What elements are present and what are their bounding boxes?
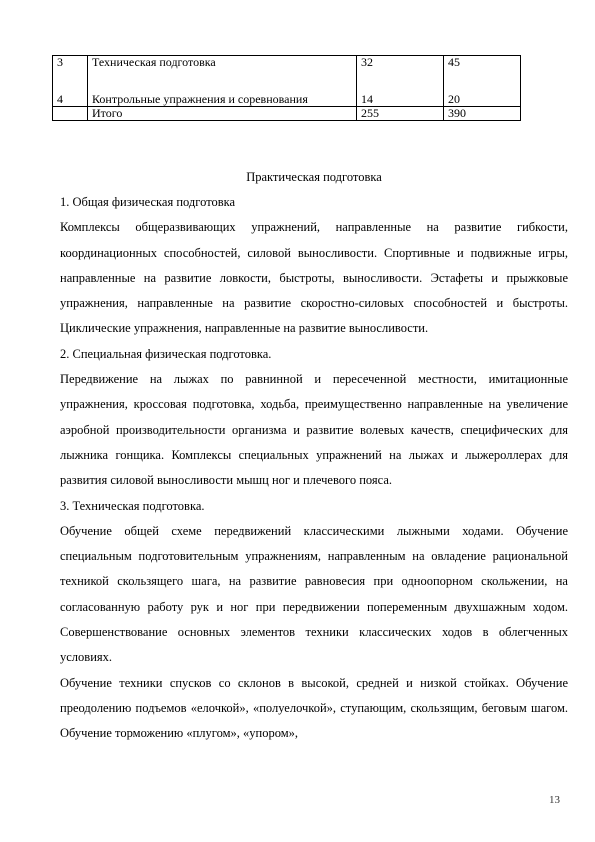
total-value2: 390 <box>444 107 521 121</box>
row-name-cell <box>88 56 357 107</box>
row-value1: 14 <box>361 92 373 106</box>
training-hours-table <box>52 55 521 121</box>
section-paragraph: Комплексы общеразвивающих упражнений, направленные на развитие гибкости, координационных способностей, силовой выносливости. Спортивные и подвижные игры, направленные на развитие ловкости, быстроты, выносливости. Эстафеты и прыжковые упражнения, направленные на развитие скоростно-силовых способностей и быстроты. Циклические упражнения, направленные на развитие выносливости. <box>60 220 568 336</box>
section-heading: 1. Общая физическая подготовка <box>60 195 236 209</box>
section-heading: 2. Специальная физическая подготовка. <box>60 346 272 361</box>
row-name: Контрольные упражнения и соревнования <box>92 92 308 106</box>
row-value1: 32 <box>361 55 373 69</box>
section-heading: 3. Техническая подготовка. <box>60 498 205 513</box>
table-total-row <box>53 107 521 121</box>
total-empty-cell <box>53 107 88 121</box>
section-paragraph: Обучение общей схеме передвижений классическими лыжными ходами. Обучение специальным подготовительным упражнениям, направленным на овладение рациональной техникой скользящего шага, на развитие равновесия при одноопорном скольжении, на согласованную работу рук и ног при передвижении попеременным двухшажным ходом. Совершенствование основных элементов техники классических ходов в облегченных условиях. <box>60 523 568 665</box>
table-row <box>53 56 521 107</box>
row-name: Техническая подготовка <box>92 55 216 69</box>
section-paragraph: Передвижение на лыжах по равнинной и пересеченной местности, имитационные упражнения, кроссовая подготовка, ходьба, преимущественно направленные на увеличение аэробной производительности организма и развитие волевых качеств, специфических для лыжника гонщика. Комплексы специальных упражнений на лыжах и лыжероллерах для развития силовой выносливости мышц ног и плечевого пояса. <box>60 372 568 488</box>
section-paragraph: Обучение техники спусков со склонов в высокой, средней и низкой стойках. Обучение преодолению подъемов «елочкой», «полуелочкой», ступающим, скользящим, беговым шагом. Обучение торможению «плугом», «упором», <box>60 675 568 741</box>
row-number: 3 <box>57 55 63 69</box>
row-value2: 20 <box>448 92 460 106</box>
section-1 <box>60 190 568 747</box>
section-title: Практическая подготовка <box>246 170 382 184</box>
page-number: 13 <box>549 794 560 806</box>
row-number: 4 <box>57 92 63 106</box>
row-number-cell <box>53 56 88 107</box>
total-value1: 255 <box>357 107 444 121</box>
row-value1-cell <box>357 56 444 107</box>
row-value2: 45 <box>448 55 460 69</box>
total-label: Итого <box>88 107 357 121</box>
row-value2-cell <box>444 56 521 107</box>
